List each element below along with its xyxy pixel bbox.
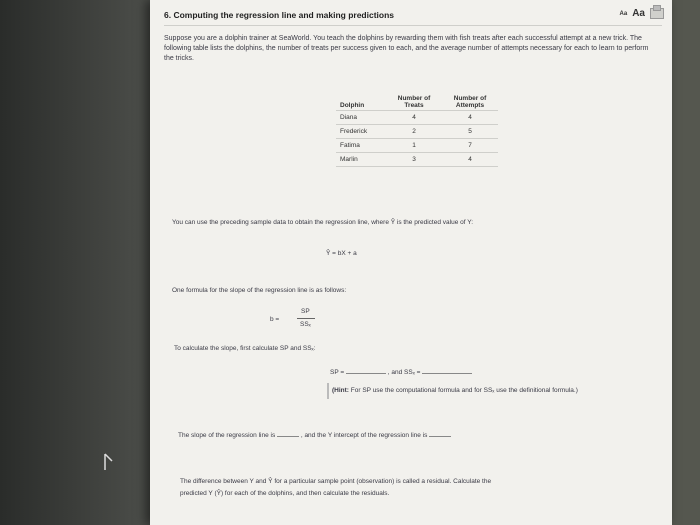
print-icon[interactable]: [650, 8, 664, 19]
increase-font-button[interactable]: Aa: [632, 8, 645, 19]
treats-cell: 3: [386, 153, 442, 167]
dolphin-name: Fatima: [336, 139, 386, 153]
attempts-cell: 7: [442, 139, 498, 153]
question-title: 6. Computing the regression line and making predictions: [164, 10, 395, 20]
slope-b-label: b =: [270, 316, 280, 323]
worksheet-page: [150, 0, 672, 525]
mouse-cursor-icon: [102, 452, 116, 472]
calc-instruction: To calculate the slope, first calculate SP and SSₓ:: [174, 345, 316, 352]
ss-input[interactable]: [422, 373, 472, 374]
sp-label: SP =: [330, 369, 345, 376]
dolphin-name: Diana: [336, 111, 386, 125]
col-header-attempts: Number of Attempts: [453, 95, 487, 109]
attempts-cell: 4: [442, 153, 498, 167]
regression-equation: Ŷ = bX + a: [326, 250, 357, 257]
sp-input[interactable]: [346, 373, 386, 374]
attempts-cell: 5: [442, 125, 498, 139]
slope-numerator: SP: [301, 308, 310, 315]
regression-description: You can use the preceding sample data to obtain the regression line, where Ŷ is the predicted value of Y:: [172, 219, 474, 226]
intercept-input[interactable]: [429, 436, 451, 437]
attempts-cell: 4: [442, 111, 498, 125]
col-header-dolphin: Dolphin: [340, 102, 365, 109]
fraction-bar: [297, 318, 315, 319]
hint-text: For SP use the computational formula and for SSₓ use the definitional formula.): [348, 387, 578, 394]
hint-box: [327, 383, 662, 399]
sp-row: [330, 369, 472, 376]
slope-denominator: SSₓ: [300, 321, 311, 328]
decrease-font-button[interactable]: Aa: [619, 10, 628, 17]
table-row: [336, 153, 498, 167]
hint-bold: (Hint:: [332, 387, 349, 394]
dolphin-name: Frederick: [336, 125, 386, 139]
treats-cell: 1: [386, 139, 442, 153]
ss-label: , and SSₓ =: [387, 369, 421, 376]
slope-intercept-row: [178, 432, 451, 439]
slope-input[interactable]: [277, 436, 299, 437]
divider: [164, 25, 662, 26]
residual-text-1: The difference between Y and Ŷ for a particular sample point (observation) is called a residual. Calculate the: [180, 478, 492, 485]
slope-sentence-a: The slope of the regression line is: [178, 432, 276, 439]
toolbar: [620, 8, 664, 19]
treats-cell: 4: [386, 111, 442, 125]
intro-paragraph: Suppose you are a dolphin trainer at SeaWorld. You teach the dolphins by rewarding them with fish treats after each successful attempt at a new trick. The following table lists the dolphins, the number of treats per success given to each, and the average number of attempts necessary for each to learn to perform the tricks.: [164, 35, 649, 62]
window-edge: [672, 0, 700, 525]
dolphin-name: Marlin: [336, 153, 386, 167]
table-row: [336, 125, 498, 139]
slope-sentence-b: , and the Y intercept of the regression line is: [300, 432, 428, 439]
table-row: [336, 139, 498, 153]
slope-formula-description: One formula for the slope of the regression line is as follows:: [172, 287, 347, 294]
treats-cell: 2: [386, 125, 442, 139]
dolphin-table: [336, 94, 498, 167]
table-row: [336, 111, 498, 125]
col-header-treats: Number of Treats: [397, 95, 431, 109]
residual-text-2: predicted Y (Ŷ) for each of the dolphins, and then calculate the residuals.: [180, 490, 390, 497]
